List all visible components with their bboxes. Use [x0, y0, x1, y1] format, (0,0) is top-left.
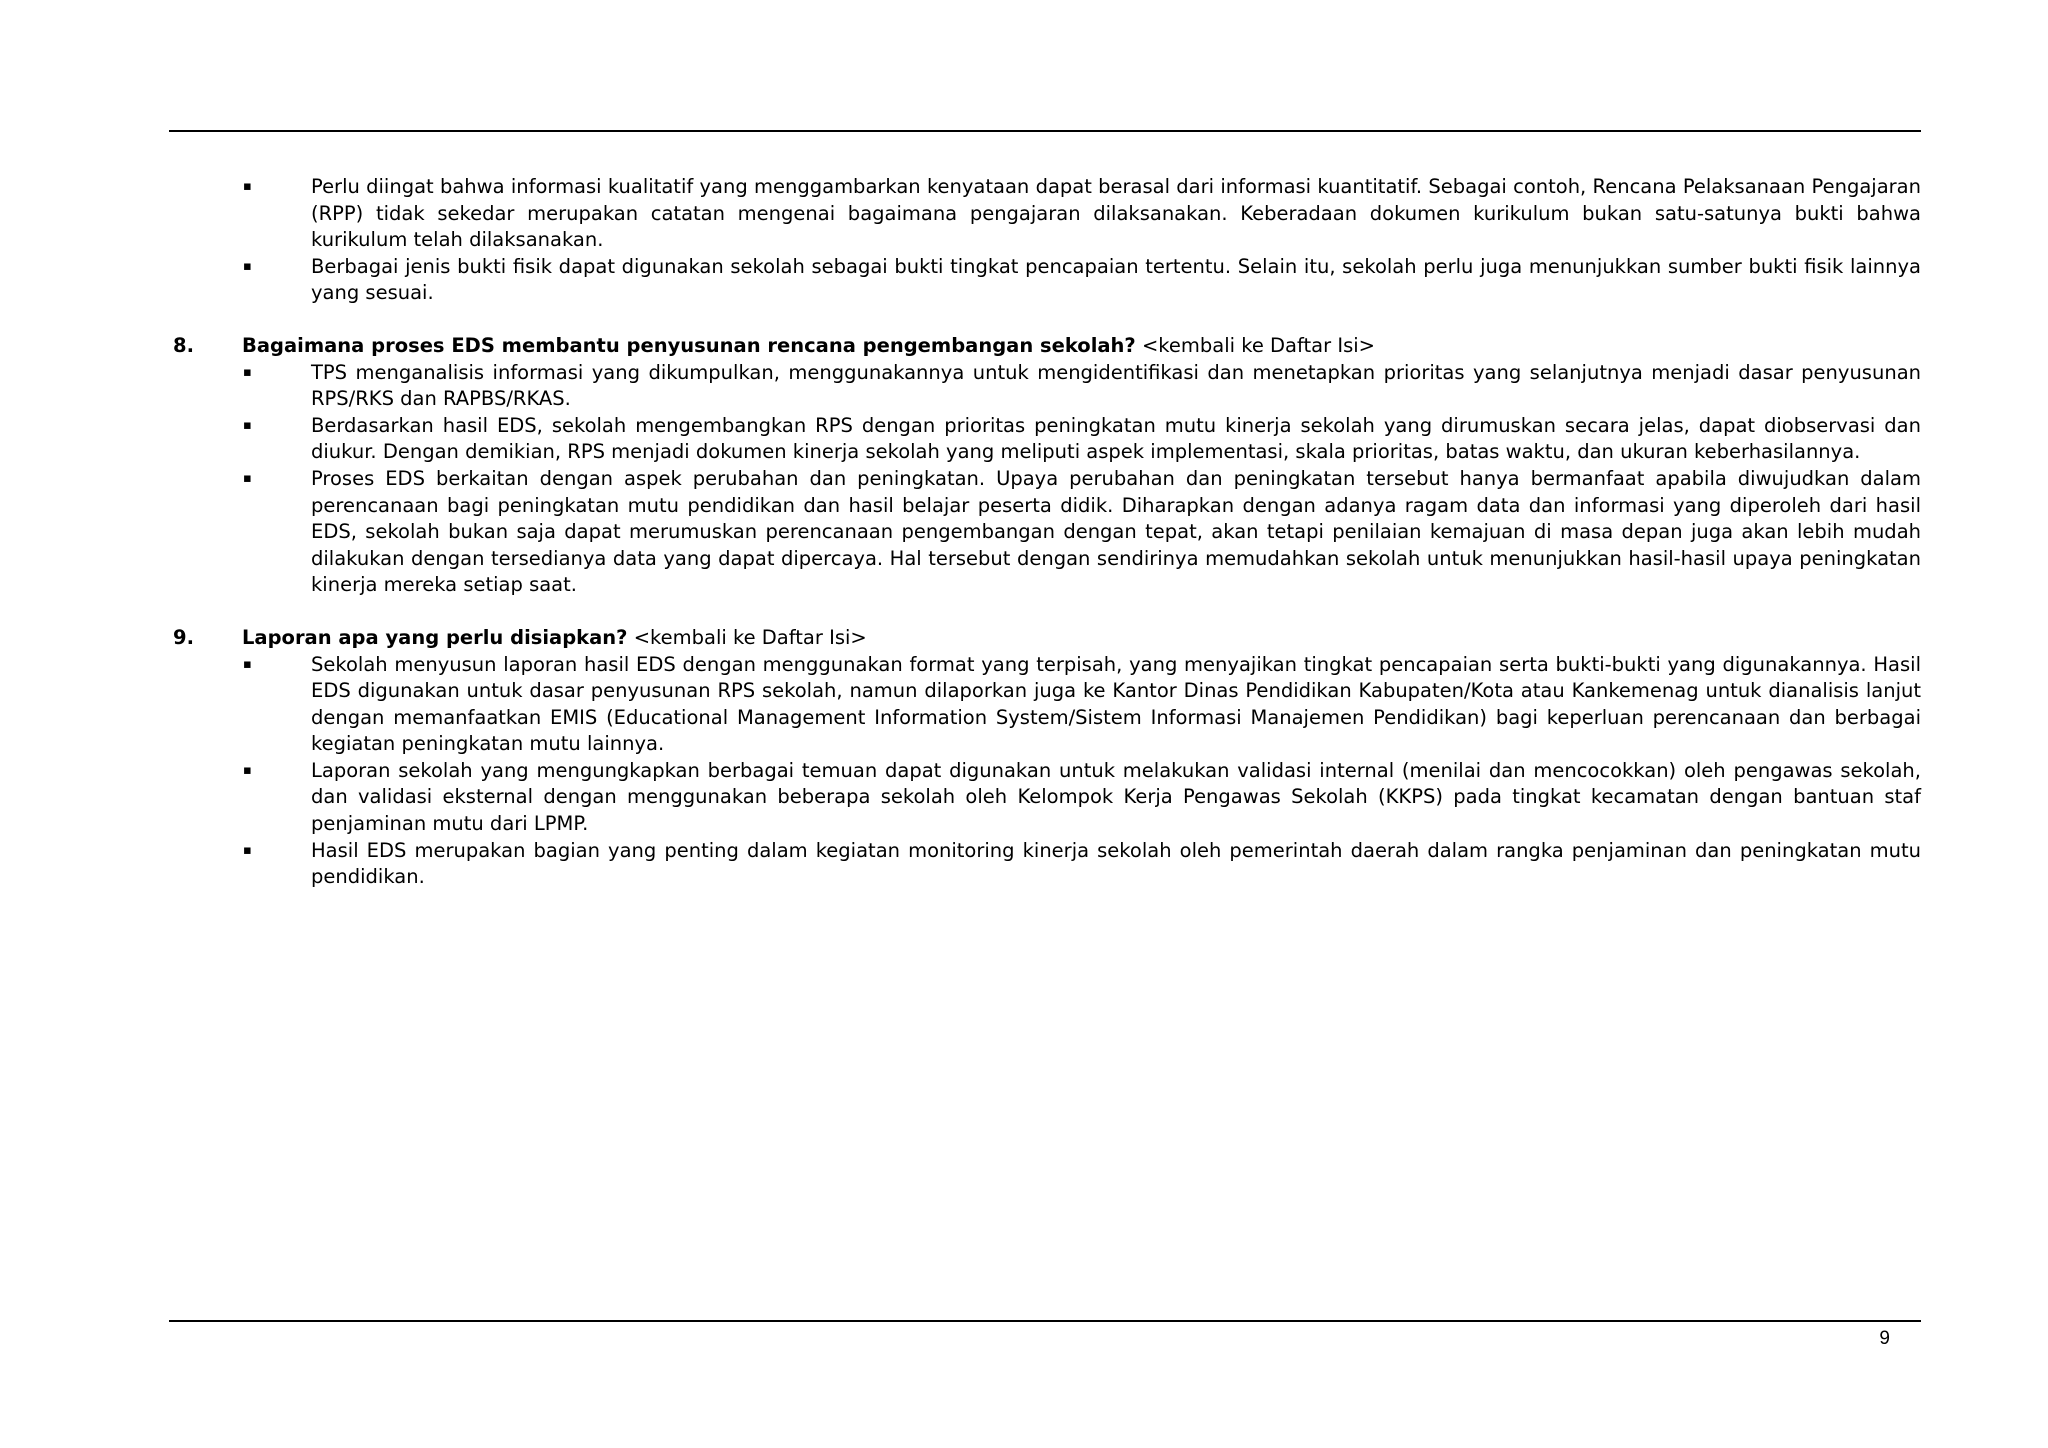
- header-rule: [169, 130, 1921, 132]
- square-bullet-icon: ▪: [243, 179, 252, 194]
- section-bullet-list: [169, 360, 1921, 599]
- square-bullet-icon: ▪: [243, 842, 252, 858]
- bullet-text: Hasil EDS merupakan bagian yang penting dalam kegiatan monitoring kinerja sekolah oleh pemerintah daerah dalam rangka penjaminan dan peningkatan mutu pendidikan.: [311, 838, 1921, 889]
- list-item: [169, 360, 1921, 413]
- square-bullet-icon: ▪: [243, 470, 252, 486]
- section-heading: [169, 333, 1921, 360]
- bullet-text: Perlu diingat bahwa informasi kualitatif yang menggambarkan kenyataan dapat berasal dari informasi kuantitatif. Sebagai contoh, Rencana Pelaksanaan Pengajaran (RPP) tidak sekedar merupakan catatan mengenai bagaimana pengajaran dilaksanakan. Keberadaan dokumen kurikulum bukan satu-satunya bukti bahwa kurikulum telah dilaksanakan.: [311, 175, 1921, 252]
- bullet-text: Laporan sekolah yang mengungkapkan berbagai temuan dapat digunakan untuk melakukan validasi internal (menilai dan mencocokkan) oleh pengawas sekolah, dan validasi eksternal dengan menggunakan beberapa sekolah oleh Kelompok Kerja Pengawas Sekolah (KKPS) pada tingkat kecamatan dengan bantuan staf penjaminan mutu dari LPMP.: [311, 758, 1921, 836]
- list-item: [169, 466, 1921, 599]
- square-bullet-icon: ▪: [243, 417, 252, 433]
- section-bullet-list: [169, 652, 1921, 891]
- bullet-text: Berdasarkan hasil EDS, sekolah mengembangkan RPS dengan prioritas peningkatan mutu kinerja sekolah yang dirumuskan secara jelas, dapat diobservasi dan diukur. Dengan demikian, RPS menjadi dokumen kinerja sekolah yang meliputi aspek implementasi, skala prioritas, batas waktu, dan ukuran keberhasilannya.: [311, 413, 1921, 464]
- page-number: 9: [1879, 1328, 1890, 1349]
- list-item: [169, 174, 1921, 254]
- footer-rule: [169, 1320, 1921, 1322]
- section-number: 8.: [173, 333, 194, 357]
- bullet-text: Berbagai jenis bukti fisik dapat digunakan sekolah sebagai bukti tingkat pencapaian tertentu. Selain itu, sekolah perlu juga menunjukkan sumber bukti fisik lainnya yang sesuai.: [311, 254, 1921, 305]
- toc-back-link[interactable]: <kembali ke Daftar Isi>: [1141, 333, 1375, 357]
- bullet-text: TPS menganalisis informasi yang dikumpulkan, menggunakannya untuk mengidentifikasi dan menetapkan prioritas yang selanjutnya menjadi dasar penyusunan RPS/RKS dan RAPBS/RKAS.: [311, 360, 1921, 411]
- section-title: Bagaimana proses EDS membantu penyusunan rencana pengembangan sekolah?: [242, 333, 1136, 357]
- page-content: [169, 174, 1921, 891]
- square-bullet-icon: ▪: [243, 258, 252, 274]
- section-9: [169, 625, 1921, 891]
- square-bullet-icon: ▪: [243, 364, 252, 380]
- section-heading: [169, 625, 1921, 652]
- square-bullet-icon: ▪: [243, 656, 252, 672]
- list-item: [169, 838, 1921, 891]
- square-bullet-icon: ▪: [243, 762, 252, 778]
- list-item: [169, 758, 1921, 838]
- bullet-text: Sekolah menyusun laporan hasil EDS dengan menggunakan format yang terpisah, yang menyajikan tingkat pencapaian serta bukti-bukti yang digunakannya. Hasil EDS digunakan untuk dasar penyusunan RPS sekolah, namun dilaporkan juga ke Kantor Dinas Pendidikan Kabupaten/Kota atau Kankemenag untuk dianalisis lanjut dengan memanfaatkan EMIS (Educational Management Information System/Sistem Informasi Manajemen Pendidikan) bagi keperluan perencanaan dan berbagai kegiatan peningkatan mutu lainnya.: [311, 652, 1921, 756]
- section-8: [169, 333, 1921, 599]
- intro-bullet-list: [169, 174, 1921, 307]
- list-item: [169, 254, 1921, 307]
- section-number: 9.: [173, 625, 194, 649]
- list-item: [169, 413, 1921, 466]
- bullet-text: Proses EDS berkaitan dengan aspek perubahan dan peningkatan. Upaya perubahan dan peningkatan tersebut hanya bermanfaat apabila diwujudkan dalam perencanaan bagi peningkatan mutu pendidikan dan hasil belajar peserta didik. Diharapkan dengan adanya ragam data dan informasi yang diperoleh dari hasil EDS, sekolah bukan saja dapat merumuskan perencanaan pengembangan dengan tepat, akan tetapi penilaian kemajuan di masa depan juga akan lebih mudah dilakukan dengan tersedianya data yang dapat dipercaya. Hal tersebut dengan sendirinya memudahkan sekolah untuk menunjukkan hasil-hasil upaya peningkatan kinerja mereka setiap saat.: [311, 466, 1921, 597]
- section-title: Laporan apa yang perlu disiapkan?: [242, 625, 628, 649]
- toc-back-link[interactable]: <kembali ke Daftar Isi>: [633, 625, 867, 649]
- list-item: [169, 652, 1921, 758]
